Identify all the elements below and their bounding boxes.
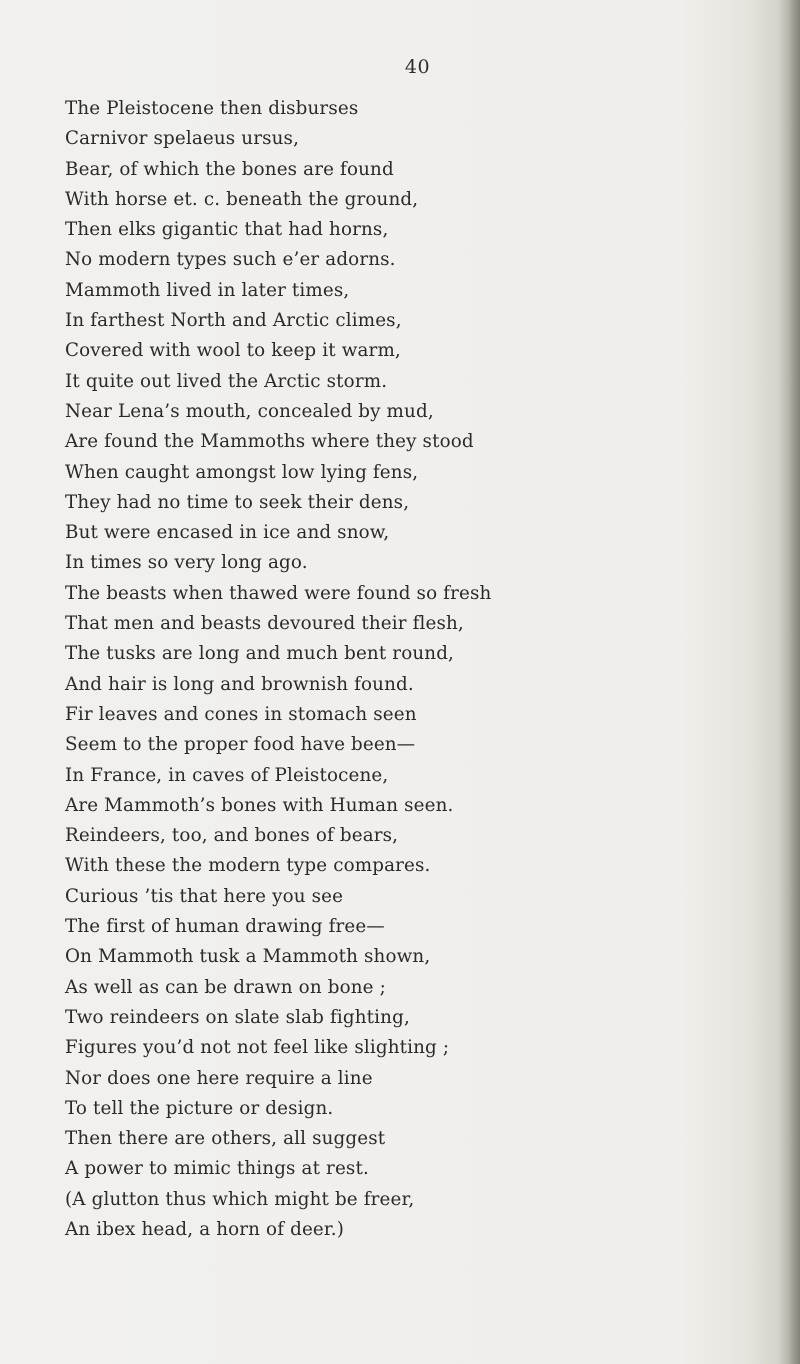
- poem-line: When caught amongst low lying fens,: [65, 461, 419, 483]
- poem-line: In France, in caves of Pleistocene,: [65, 764, 389, 786]
- poem-line: A power to mimic things at rest.: [65, 1158, 369, 1180]
- poem-line: Covered with wool to keep it warm,: [65, 340, 401, 362]
- poem-line: Mammoth lived in later times,: [65, 279, 350, 301]
- poem-line: The Pleistocene then disburses: [65, 98, 359, 119]
- poem-line: In farthest North and Arctic climes,: [65, 310, 402, 332]
- poem-line: Bear, of which the bones are found: [65, 158, 394, 180]
- poem-line: Nor does one here require a line: [65, 1067, 373, 1089]
- poem-line: Are Mammoth’s bones with Human seen.: [65, 794, 454, 816]
- poem-line: They had no time to seek their dens,: [65, 491, 410, 513]
- poem-line: No modern types such e’er adorns.: [65, 249, 396, 271]
- poem-line: Two reindeers on slate slab fighting,: [65, 1006, 410, 1028]
- poem-line: Then there are others, all suggest: [65, 1128, 386, 1150]
- poem-line: Carnivor spelaeus ursus,: [65, 128, 300, 150]
- poem-line: Curious ’tis that here you see: [65, 885, 344, 907]
- poem-line: The tusks are long and much bent round,: [65, 643, 455, 665]
- poem-line: As well as can be drawn on bone ;: [65, 976, 386, 998]
- poem-line: And hair is long and brownish found.: [65, 673, 414, 695]
- poem-line: To tell the picture or design.: [65, 1097, 334, 1119]
- poem-line: But were encased in ice and snow,: [65, 522, 390, 544]
- poem-text: [65, 94, 491, 1245]
- poem-line: In times so very long ago.: [65, 552, 308, 574]
- poem-line: On Mammoth tusk a Mammoth shown,: [65, 946, 431, 968]
- poem-line: The first of human drawing free—: [65, 916, 385, 938]
- poem-line: The beasts when thawed were found so fresh: [65, 582, 492, 604]
- poem-line: (A glutton thus which might be freer,: [65, 1188, 415, 1210]
- poem-line: Near Lena’s mouth, concealed by mud,: [65, 400, 434, 422]
- page-number: 40: [404, 56, 431, 78]
- poem-line: With these the modern type compares.: [65, 855, 431, 877]
- poem-line: An ibex head, a horn of deer.): [65, 1218, 345, 1240]
- poem-line: That men and beasts devoured their flesh,: [65, 613, 464, 635]
- poem-line: With horse et. c. beneath the ground,: [65, 188, 419, 210]
- poem-line: Figures you’d not not feel like slighting ;: [65, 1037, 450, 1059]
- poem-line: It quite out lived the Arctic storm.: [65, 370, 388, 392]
- poem-line: Are found the Mammoths where they stood: [65, 431, 474, 453]
- page-binding-shadow: [778, 0, 800, 1364]
- poem-line: Fir leaves and cones in stomach seen: [65, 703, 417, 725]
- poem-line: Reindeers, too, and bones of bears,: [65, 825, 399, 847]
- poem-line: Then elks gigantic that had horns,: [65, 219, 389, 241]
- poem-line: Seem to the proper food have been—: [65, 734, 416, 756]
